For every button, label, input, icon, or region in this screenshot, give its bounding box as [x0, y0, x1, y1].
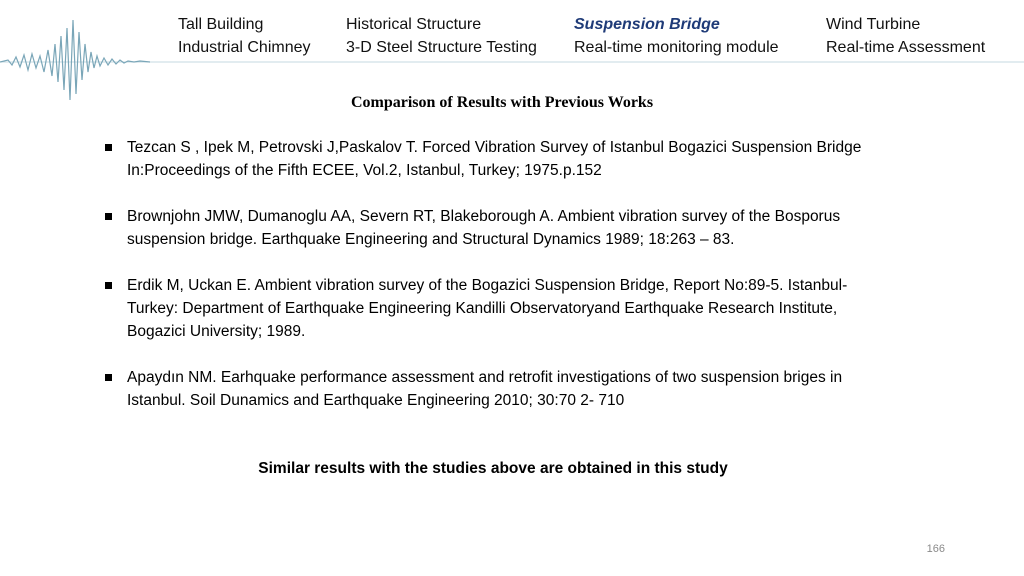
nav-tall-building[interactable]: Tall Building — [178, 16, 264, 33]
reference-item — [105, 205, 895, 251]
reference-list — [105, 136, 895, 435]
slide-title: Comparison of Results with Previous Works — [350, 94, 654, 111]
nav-3d-steel-structure-testing[interactable]: 3-D Steel Structure Testing — [346, 39, 537, 56]
nav-historical-structure[interactable]: Historical Structure — [346, 16, 482, 33]
square-bullet-icon — [105, 374, 112, 381]
conclusion-text: Similar results with the studies above are obtained in this study — [258, 460, 728, 477]
nav-real-time-monitoring-module[interactable]: Real-time monitoring module — [574, 39, 779, 56]
square-bullet-icon — [105, 144, 112, 151]
nav-wind-turbine[interactable]: Wind Turbine — [826, 16, 921, 33]
reference-text: Apaydın NM. Earhquake performance assessment and retrofit investigations of two suspension briges in Istanbul. Soil Dunamics and Earthquake Engineering 2010; 30:70 2- 710 — [127, 369, 843, 409]
square-bullet-icon — [105, 213, 112, 220]
page-number: 166 — [926, 543, 945, 555]
reference-text: Tezcan S , Ipek M, Petrovski J,Paskalov T. Forced Vibration Survey of Istanbul Bogazici Suspension Bridge In:Proceedings of the Fifth ECEE, Vol.2, Istanbul, Turkey; 1975.p.152 — [127, 139, 862, 179]
nav-real-time-assessment[interactable]: Real-time Assessment — [826, 39, 986, 56]
reference-item — [105, 366, 895, 412]
reference-text: Brownjohn JMW, Dumanoglu AA, Severn RT, Blakeborough A. Ambient vibration survey of the Bosporus suspension bridge. Earthquake Engineering and Structural Dynamics 1989; 18:263 – 83. — [127, 208, 841, 248]
reference-item — [105, 136, 895, 182]
square-bullet-icon — [105, 282, 112, 289]
nav-suspension-bridge[interactable]: Suspension Bridge — [574, 16, 720, 33]
reference-text: Erdik M, Uckan E. Ambient vibration survey of the Bogazici Suspension Bridge, Report No:89-5. Istanbul-Turkey: Department of Earthquake Engineering Kandilli Observatoryand Earthquake Research Institute, Bogazici University; 1989. — [127, 277, 848, 340]
nav-industrial-chimney[interactable]: Industrial Chimney — [178, 39, 311, 56]
reference-item — [105, 274, 895, 343]
